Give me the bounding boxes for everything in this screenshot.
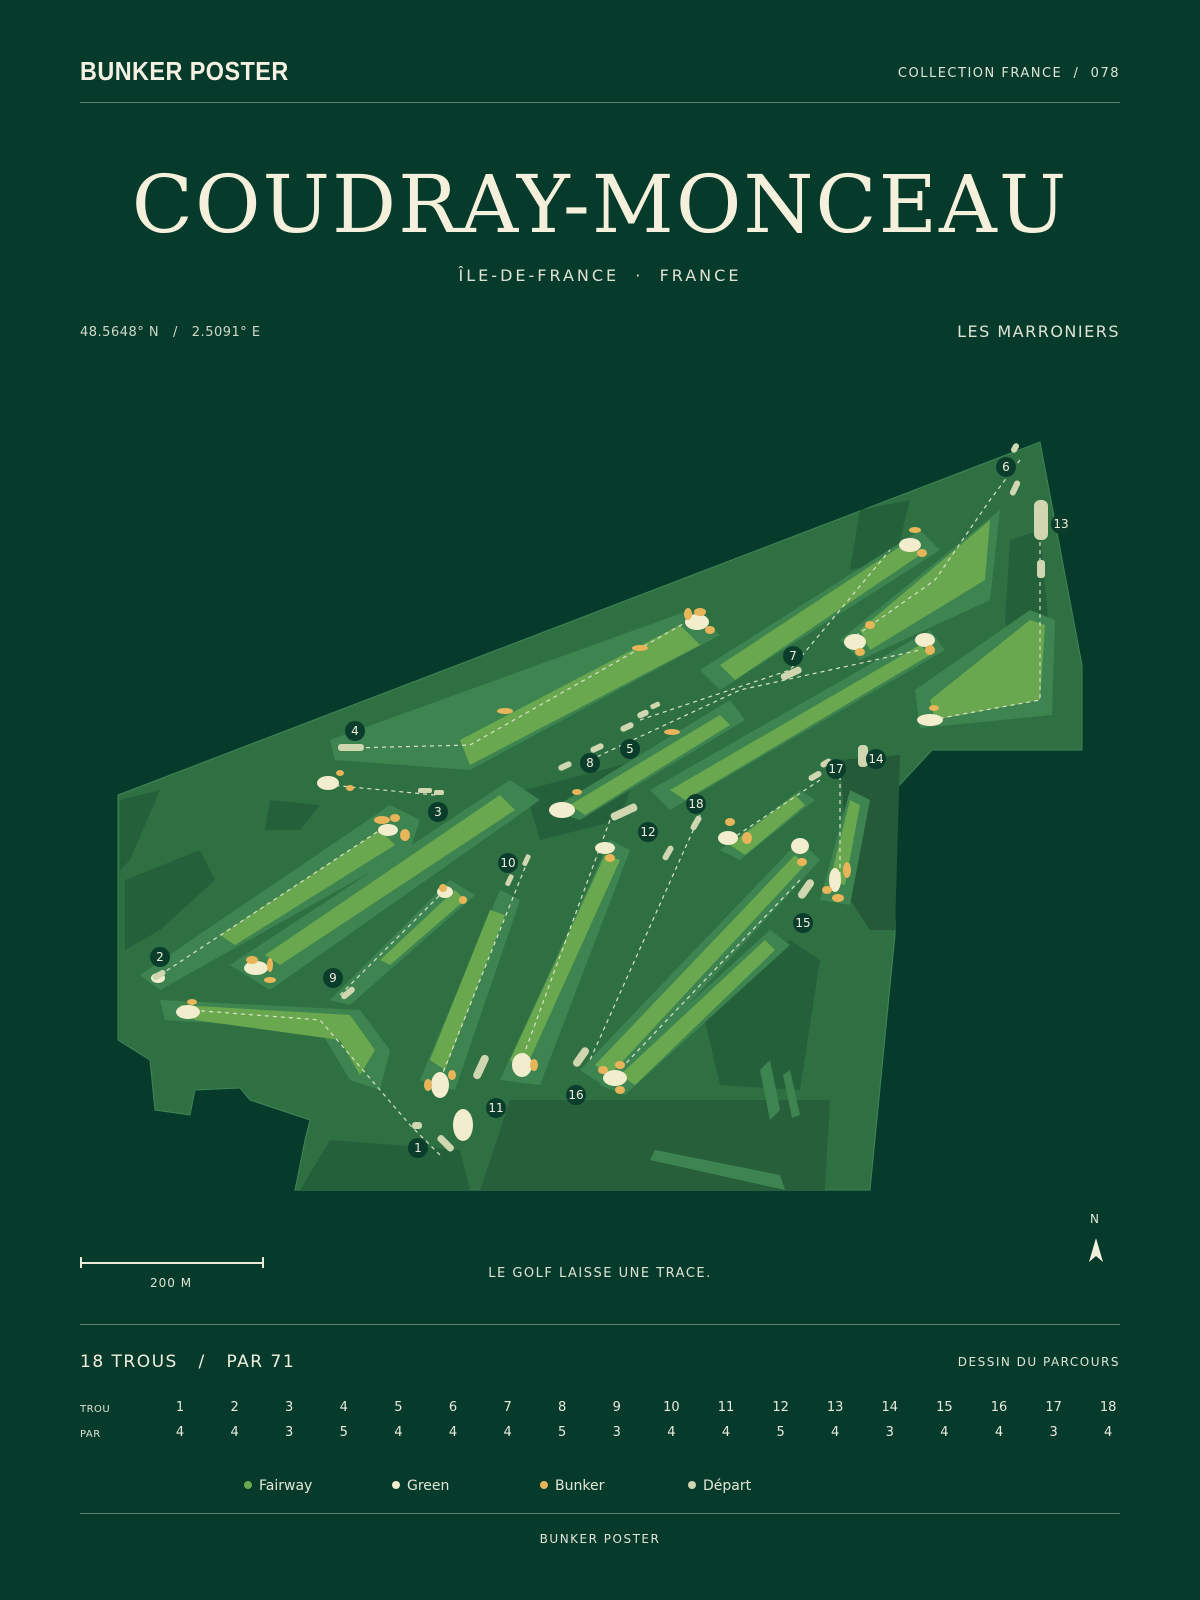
hole-marker-11 — [486, 1098, 506, 1118]
legend-label: Départ — [703, 1478, 752, 1494]
brand-logo: BUNKER POSTER — [80, 56, 289, 86]
scorecard-hole-cell: 6 — [448, 1400, 458, 1415]
scorecard-par-cell: 4 — [831, 1425, 840, 1440]
scorecard-hole-cell: 12 — [772, 1400, 789, 1415]
scorecard-par-cell: 3 — [1049, 1425, 1058, 1440]
scorecard-par-cell: 3 — [612, 1425, 621, 1440]
scorecard-par-cell: 5 — [776, 1425, 785, 1440]
north-arrow-icon — [1088, 1236, 1104, 1264]
scorecard-hole-cell: 13 — [826, 1400, 844, 1415]
hole-marker-8 — [580, 753, 600, 773]
legend-swatch — [540, 1481, 548, 1489]
scorecard-par-cell: 4 — [667, 1425, 676, 1440]
scorecard-hole-label: TROU — [80, 1404, 111, 1415]
scorecard-hole-cell: 15 — [936, 1400, 953, 1415]
legend-swatch — [688, 1481, 696, 1489]
scorecard-par-cell: 5 — [339, 1425, 348, 1440]
svg-text:4: 4 — [351, 724, 359, 738]
course-summary: 18 TROUS / PAR 71 — [80, 1352, 296, 1372]
hole-marker-7 — [783, 646, 803, 666]
svg-text:10: 10 — [500, 856, 516, 870]
scale-label: 200 M — [150, 1276, 193, 1290]
scale-bar — [80, 1262, 264, 1264]
scorecard-hole-cell: 4 — [339, 1400, 348, 1415]
legend-label: Fairway — [259, 1478, 313, 1494]
scorecard-hole-cell: 9 — [612, 1400, 621, 1415]
svg-text:15: 15 — [795, 916, 811, 930]
hole-marker-12 — [638, 822, 658, 842]
section-divider — [80, 1324, 1120, 1325]
svg-text:13: 13 — [1053, 517, 1069, 531]
hole-marker-10 — [498, 853, 518, 873]
svg-text:9: 9 — [329, 971, 337, 985]
footer-divider — [80, 1513, 1120, 1514]
scorecard-hole-cell: 17 — [1045, 1400, 1062, 1415]
hole-marker-16 — [566, 1085, 586, 1105]
svg-text:16: 16 — [568, 1088, 584, 1102]
hole-marker-1 — [408, 1138, 428, 1158]
legend-item — [688, 1478, 751, 1494]
legend-label: Green — [407, 1478, 450, 1494]
scorecard-par-cell: 5 — [558, 1425, 567, 1440]
svg-text:17: 17 — [828, 762, 844, 776]
svg-text:6: 6 — [1002, 460, 1010, 474]
svg-text:11: 11 — [488, 1101, 504, 1115]
hole-marker-5 — [620, 739, 640, 759]
poster-title: COUDRAY-MONCEAU — [131, 158, 1069, 251]
scorecard-hole-cell: 7 — [503, 1400, 512, 1415]
legend-label: Bunker — [555, 1478, 605, 1494]
hole-marker-6 — [996, 457, 1016, 477]
scorecard-par-cell: 4 — [940, 1425, 949, 1440]
scorecard-par-cell: 4 — [503, 1425, 512, 1440]
poster-subtitle: ÎLE-DE-FRANCE · FRANCE — [458, 266, 742, 285]
scorecard-hole-cell: 1 — [175, 1400, 185, 1415]
scorecard-hole-cell: 8 — [558, 1400, 567, 1415]
svg-text:2: 2 — [156, 950, 164, 964]
hole-marker-17 — [826, 759, 846, 779]
scorecard-par-cell: 4 — [994, 1425, 1004, 1440]
collection-label: COLLECTION FRANCE / 078 — [897, 66, 1120, 81]
legend-item — [540, 1478, 604, 1494]
scorecard-hole-cell: 14 — [881, 1400, 899, 1415]
hole-marker-15 — [793, 913, 813, 933]
scorecard-hole-cell: 2 — [230, 1400, 239, 1415]
svg-text:3: 3 — [434, 805, 442, 819]
hole-marker-2 — [150, 947, 170, 967]
scorecard-par-cell: 4 — [448, 1425, 458, 1440]
svg-text:18: 18 — [688, 797, 704, 811]
legend-swatch — [244, 1481, 252, 1489]
scorecard-hole-cell: 18 — [1099, 1400, 1117, 1415]
svg-text:12: 12 — [640, 825, 656, 839]
scorecard-par-cell: 4 — [721, 1425, 731, 1440]
svg-text:7: 7 — [789, 649, 797, 663]
scorecard-par-cell: 3 — [285, 1425, 294, 1440]
footer-brand: BUNKER POSTER — [539, 1532, 661, 1546]
scorecard-par-cell: 4 — [230, 1425, 239, 1440]
scorecard-hole-cell: 3 — [285, 1400, 294, 1415]
scorecard-hole-cell: 10 — [663, 1400, 680, 1415]
legend-item — [392, 1478, 449, 1494]
svg-text:1: 1 — [414, 1141, 422, 1155]
hole-marker-3 — [428, 802, 448, 822]
hole-marker-9 — [323, 968, 343, 988]
scorecard-par-cell: 3 — [885, 1425, 894, 1440]
course-name: LES MARRONIERS — [957, 322, 1120, 341]
scorecard-par-cell: 4 — [175, 1425, 185, 1440]
legend-item — [244, 1478, 312, 1494]
scorecard-hole-cell: 16 — [990, 1400, 1008, 1415]
tagline: LE GOLF LAISSE UNE TRACE. — [488, 1266, 712, 1281]
scorecard-par-cell: 4 — [1104, 1425, 1113, 1440]
drawing-label: DESSIN DU PARCOURS — [957, 1355, 1120, 1369]
hole-marker-14 — [866, 749, 886, 769]
scorecard-hole-cell: 5 — [394, 1400, 403, 1415]
legend-swatch — [392, 1481, 400, 1489]
svg-text:8: 8 — [586, 756, 594, 770]
hole-marker-13 — [1051, 514, 1071, 534]
north-label: N — [1090, 1212, 1099, 1226]
scorecard-par-label: PAR — [80, 1429, 101, 1440]
scorecard-par-cell: 4 — [394, 1425, 403, 1440]
svg-text:14: 14 — [868, 752, 884, 766]
hole-marker-4 — [345, 721, 365, 741]
scorecard-hole-cell: 11 — [717, 1400, 735, 1415]
svg-text:5: 5 — [626, 742, 634, 756]
hole-marker-18 — [686, 794, 706, 814]
coordinates: 48.5648° N / 2.5091° E — [80, 325, 261, 340]
